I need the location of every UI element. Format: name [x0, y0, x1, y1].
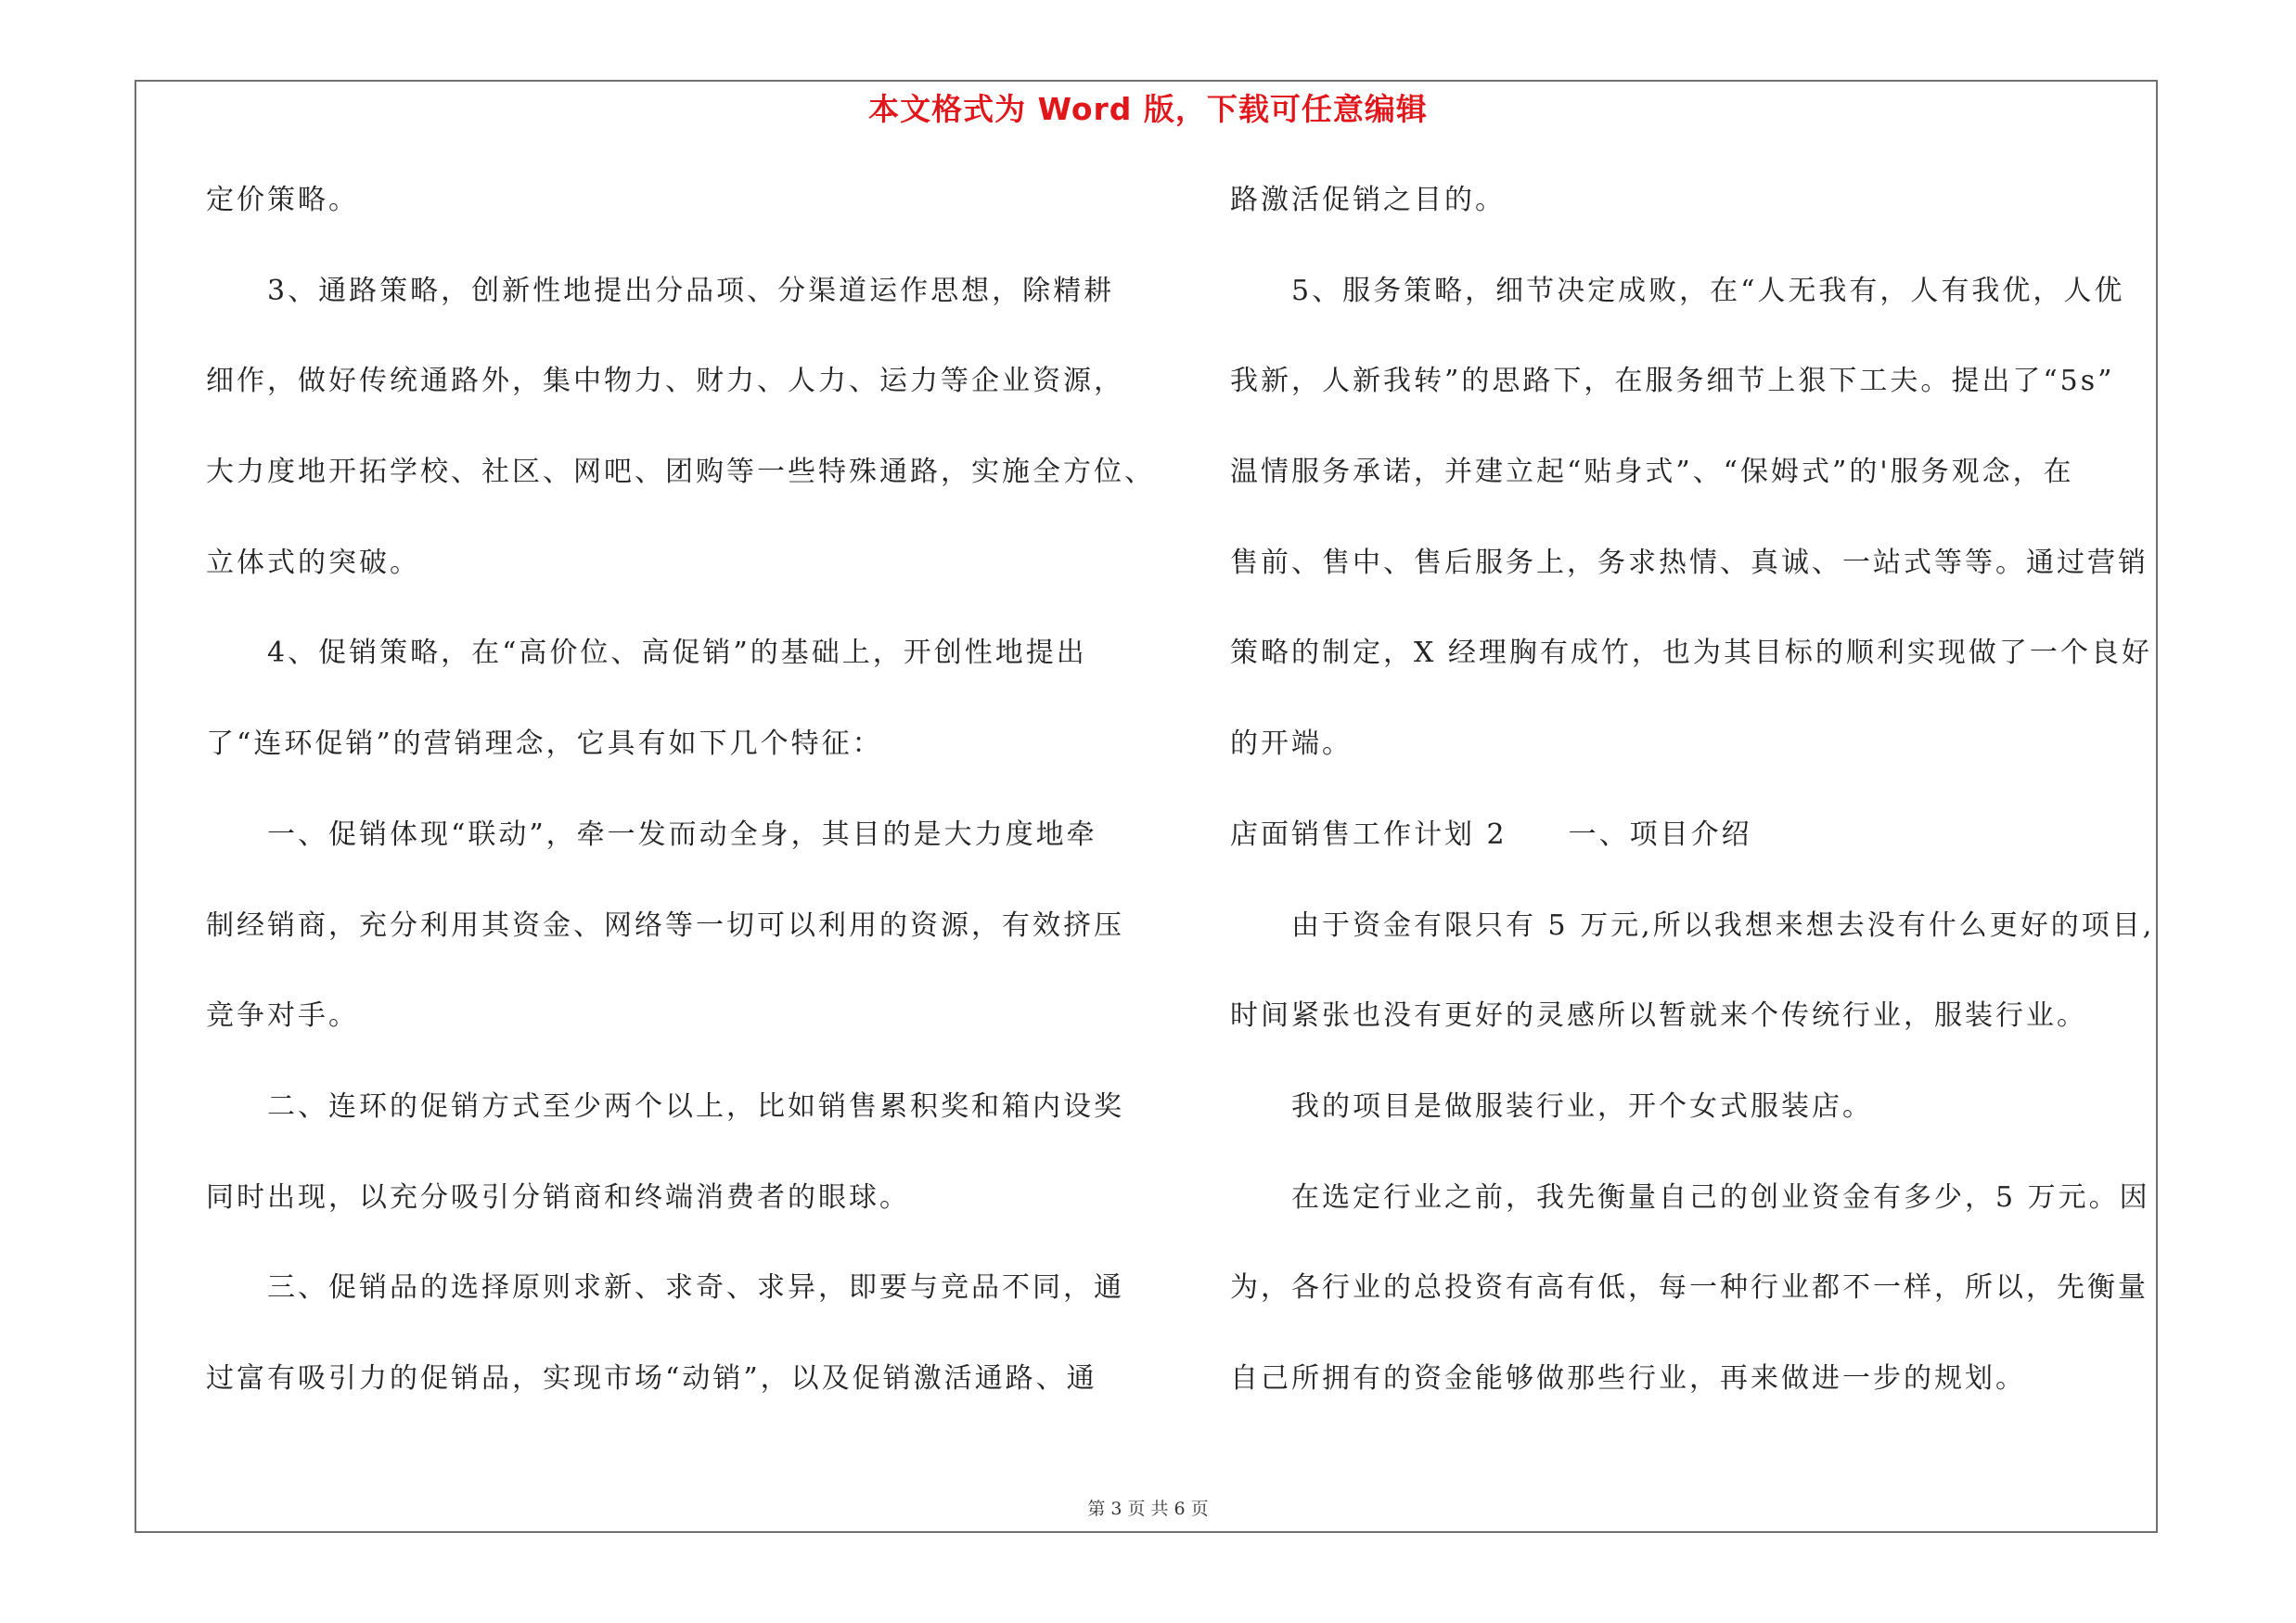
section-heading: 店面销售工作计划 2 一、项目介绍: [1230, 818, 1752, 851]
right-text-column: [1230, 182, 2158, 1451]
text-line: 立体式的突破。: [206, 546, 420, 579]
text-line: 制经销商，充分利用其资金、网络等一切可以利用的资源，有效挤压: [206, 908, 1124, 942]
text-line: 路激活促销之目的。: [1230, 184, 1506, 216]
current-page-number: 3: [1110, 1499, 1122, 1519]
text-line: 三、促销品的选择原则求新、求奇、求异，即要与竞品不同，通: [206, 1271, 1124, 1305]
total-page-count: 6: [1174, 1499, 1186, 1519]
text-line: 一、促销体现“联动”，牵一发而动全身，其目的是大力度地牵: [206, 818, 1097, 851]
footer-suffix: 页: [1190, 1499, 1209, 1519]
footer-prefix: 第: [1087, 1499, 1106, 1519]
text-line: 自己所拥有的资金能够做那些行业，再来做进一步的规划。: [1230, 1361, 2026, 1395]
text-line: 温情服务承诺，并建立起“贴身式”、“保姆式”的'服务观念，在: [1230, 456, 2074, 489]
footer-middle: 页 共: [1127, 1499, 1169, 1519]
page-number-footer: [0, 1495, 2296, 1520]
left-text-column: [206, 182, 1155, 1451]
text-line: 同时出现，以充分吸引分销商和终端消费者的眼球。: [206, 1180, 910, 1214]
text-line: 过富有吸引力的促销品，实现市场“动销”，以及促销激活通路、通: [206, 1361, 1097, 1395]
text-line: 为，各行业的总投资有高有低，每一种行业都不一样，所以，先衡量: [1230, 1271, 2148, 1305]
text-line: 由于资金有限只有 5 万元,所以我想来想去没有什么更好的项目,: [1230, 908, 2155, 942]
text-line: 的开端。: [1230, 728, 1353, 761]
text-line: 3、通路策略，创新性地提出分品项、分渠道运作思想，除精耕: [206, 274, 1115, 307]
text-line: 竞争对手。: [206, 999, 359, 1033]
text-line: 细作，做好传统通路外，集中物力、财力、人力、运力等企业资源，: [206, 365, 1124, 398]
text-line: 在选定行业之前，我先衡量自己的创业资金有多少，5 万元。因: [1230, 1180, 2150, 1214]
text-line: 策略的制定，X 经理胸有成竹，也为其目标的顺利实现做了一个良好: [1230, 637, 2152, 670]
text-line: 了“连环促销”的营销理念，它具有如下几个特征：: [206, 728, 883, 761]
text-line: 大力度地开拓学校、社区、网吧、团购等一些特殊通路，实施全方位、: [206, 456, 1155, 489]
text-line: 我的项目是做服装行业，开个女式服装店。: [1230, 1089, 1873, 1123]
text-line: 时间紧张也没有更好的灵感所以暂就来个传统行业，服装行业。: [1230, 999, 2087, 1033]
text-line: 我新，人新我转”的思路下，在服务细节上狠下工夫。提出了“5s”: [1230, 365, 2115, 398]
text-line: 5、服务策略，细节决定成败，在“人无我有，人有我优，人优: [1230, 274, 2125, 307]
text-line: 定价策略。: [206, 184, 359, 216]
editable-notice-banner: 本文格式为 Word 版，下载可任意编辑: [868, 91, 1428, 127]
text-line: 4、促销策略，在“高价位、高促销”的基础上，开创性地提出: [206, 637, 1087, 670]
text-line: 售前、售中、售后服务上，务求热情、真诚、一站式等等。通过营销: [1230, 546, 2148, 579]
text-line: 二、连环的促销方式至少两个以上，比如销售累积奖和箱内设奖: [206, 1089, 1124, 1123]
